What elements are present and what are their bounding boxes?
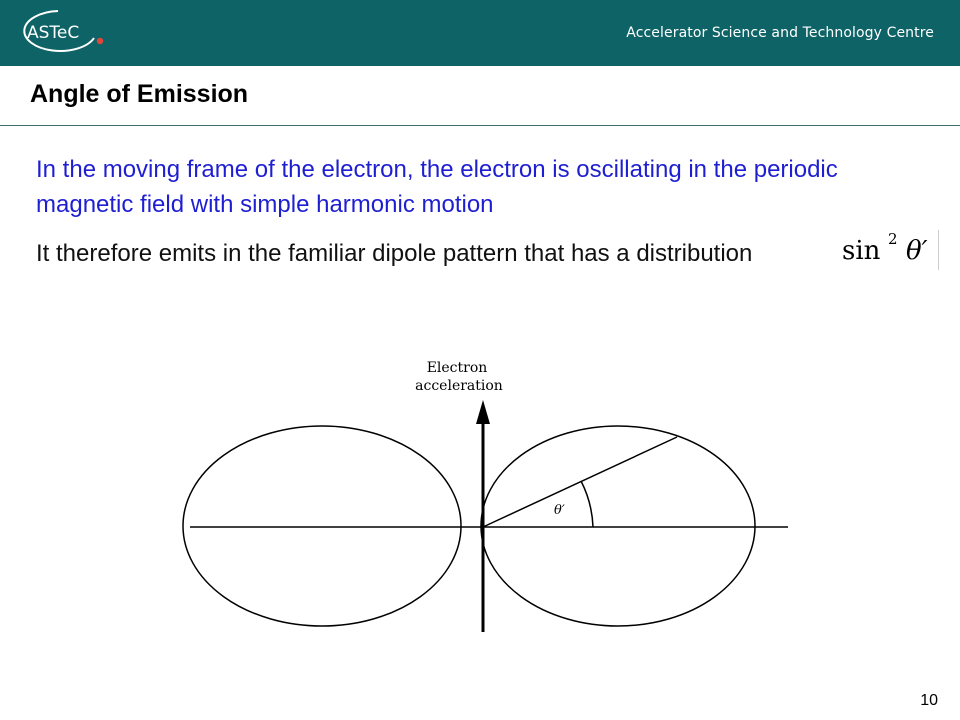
- emission-direction-line: [483, 437, 677, 527]
- formula-variable: θ′: [906, 236, 928, 266]
- logo-text: ASTeC: [27, 23, 80, 43]
- slide-title: Angle of Emission: [30, 80, 249, 108]
- page-number: 10: [920, 692, 938, 709]
- right-radiation-lobe: [481, 426, 755, 626]
- arrowhead-icon: [476, 400, 490, 424]
- sin-squared-formula: [836, 230, 939, 270]
- axis-label-acceleration: acceleration: [415, 378, 503, 394]
- angle-label: θ′: [554, 503, 565, 518]
- logo-dot: [97, 38, 103, 44]
- angle-arc: [581, 481, 593, 527]
- axis-label-electron: Electron: [426, 360, 488, 376]
- formula-function: sin: [842, 236, 881, 266]
- paragraph-dipole-pattern: It therefore emits in the familiar dipole pattern that has a distribution: [36, 240, 753, 267]
- formula-exponent: 2: [888, 230, 898, 248]
- left-radiation-lobe: [183, 426, 461, 626]
- organization-name: Accelerator Science and Technology Centre: [626, 25, 934, 41]
- title-divider: [0, 125, 960, 126]
- paragraph-moving-frame: In the moving frame of the electron, the electron is oscillating in the periodic magnetic field with simple harmonic motion: [36, 156, 838, 218]
- astec-logo: [14, 8, 110, 54]
- header-bar: [0, 0, 960, 66]
- dipole-radiation-diagram: [180, 350, 800, 640]
